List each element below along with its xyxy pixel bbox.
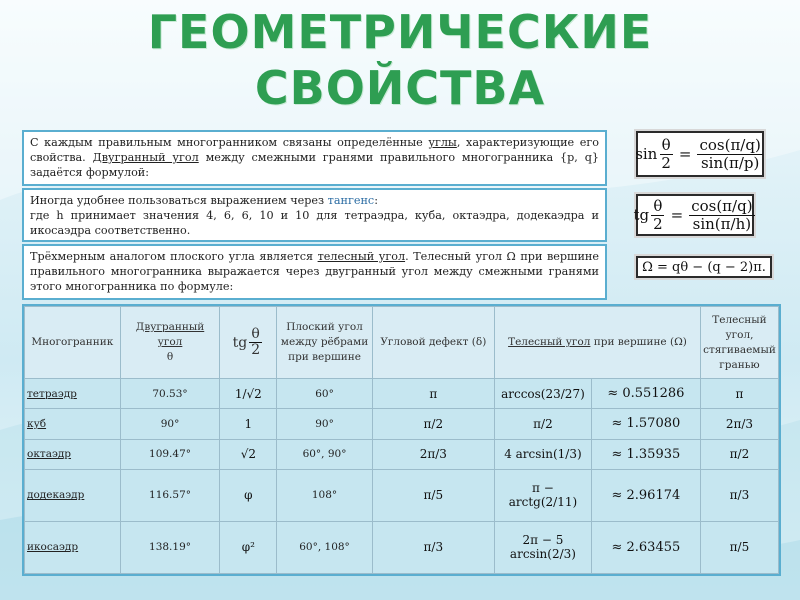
polyhedron-link-dodecahedron[interactable]: додекаэдр	[27, 489, 85, 502]
cell-face: 2π/3	[700, 409, 778, 439]
f2-rhs-fraction	[689, 198, 754, 232]
table-row	[25, 521, 779, 573]
dihedral-angle-link[interactable]: Двугранный угол	[92, 151, 199, 164]
solid-angle-text-box	[22, 244, 607, 300]
cell-dihedral: 109.47°	[120, 439, 219, 469]
cell-plane: 60°, 108°	[277, 521, 372, 573]
cell-face: π	[700, 379, 778, 409]
properties-table	[24, 306, 779, 574]
header-tg-half	[220, 307, 277, 379]
row-name	[25, 469, 121, 521]
cell-solid-value: ≈ 2.63455	[591, 521, 700, 573]
f2-den: sin(π/h)	[692, 214, 752, 233]
f2-equals: =	[670, 206, 684, 224]
cell-tg: φ²	[220, 521, 277, 573]
f1-equals: =	[678, 145, 692, 163]
cell-solid-expr: 4 arcsin(1/3)	[495, 439, 592, 469]
cell-defect: π/2	[372, 409, 494, 439]
f1-lhs-num: θ	[661, 136, 671, 154]
header-plane-angle: Плоский угол между рёбрами при вершине	[277, 307, 372, 379]
f2-lhs-den: 2	[653, 214, 663, 233]
solid-angle-formula	[636, 256, 772, 278]
cell-solid-expr: π/2	[495, 409, 592, 439]
header-dihedral	[120, 307, 219, 379]
cell-plane: 60°	[277, 379, 372, 409]
header-tg-den: 2	[251, 342, 261, 358]
box1-text-2: , характеризующие его свойства.	[30, 136, 599, 164]
title-line-2: СВОЙСТВА	[254, 61, 546, 115]
dihedral-sine-formula	[636, 131, 764, 177]
header-polyhedron: Многогранник	[25, 307, 121, 379]
cell-tg: φ	[220, 469, 277, 521]
polyhedron-link-cube[interactable]: куб	[27, 417, 47, 430]
header-tg-fraction	[249, 327, 262, 359]
f2-tg: tg	[633, 206, 650, 224]
f3-text: Ω = qθ − (q − 2)π.	[642, 259, 766, 275]
f1-lhs-den: 2	[661, 153, 671, 172]
f1-num: cos(π/q)	[699, 136, 761, 154]
cell-solid-expr: arccos(23/27)	[495, 379, 592, 409]
row-name	[25, 521, 121, 573]
f1-den: sin(π/p)	[700, 153, 760, 172]
table-row	[25, 439, 779, 469]
polyhedron-link-tetrahedron[interactable]: тетраэдр	[27, 387, 77, 400]
header-dihedral-symbol: θ	[166, 351, 174, 363]
header-solid-angle	[495, 307, 701, 379]
page-title	[0, 4, 800, 116]
cell-dihedral: 70.53°	[120, 379, 219, 409]
cell-solid-expr: 2π − 5 arcsin(2/3)	[495, 521, 592, 573]
box3-text-1: Трёхмерным аналогом плоского угла является	[30, 250, 318, 263]
cell-solid-expr: π − arctg(2/11)	[495, 469, 592, 521]
box3-text-2: . Телесный угол Ω при вершине правильного многогранника выражается через двугранный угол между смежными гранями этого многогранника по формуле:	[30, 250, 599, 293]
box2-text-1: Иногда удобнее пользоваться выражением через	[30, 194, 328, 207]
table-row	[25, 409, 779, 439]
box2-text-3: где h принимает значения 4, 6, 6, 10 и 10 для тетраэдра, куба, октаэдра, додекаэдра и икосаэдра соответственно.	[30, 209, 599, 237]
cell-tg: 1/√2	[220, 379, 277, 409]
row-name	[25, 439, 121, 469]
cell-solid-value: ≈ 1.57080	[591, 409, 700, 439]
cell-face: π/3	[700, 469, 778, 521]
cell-tg: √2	[220, 439, 277, 469]
table-row	[25, 379, 779, 409]
cell-plane: 60°, 90°	[277, 439, 372, 469]
f2-lhs-num: θ	[653, 197, 663, 215]
polyhedron-link-icosahedron[interactable]: икосаэдр	[27, 541, 79, 554]
header-face-solid-angle: Телесный угол, стягиваемый гранью	[700, 307, 778, 379]
cell-dihedral: 90°	[120, 409, 219, 439]
cell-dihedral: 138.19°	[120, 521, 219, 573]
solid-angle-link[interactable]: телесный угол	[317, 250, 406, 263]
header-solid-angle-rest: при вершине (Ω)	[590, 336, 687, 348]
dihedral-tangent-formula	[633, 194, 754, 236]
cell-solid-value: ≈ 0.551286	[591, 379, 700, 409]
box1-text-1: С каждым правильным многогранником связаны определённые	[30, 136, 429, 149]
header-dihedral-link[interactable]: Двугранный угол	[135, 321, 205, 348]
cell-plane: 90°	[277, 409, 372, 439]
table-row	[25, 469, 779, 521]
f1-lhs-fraction	[659, 137, 673, 171]
header-solid-angle-link[interactable]: Телесный угол	[508, 336, 591, 348]
f2-lhs-fraction	[651, 198, 665, 232]
tangent-link[interactable]: тангенс	[327, 194, 375, 207]
angles-link[interactable]: углы	[428, 136, 457, 149]
cell-face: π/5	[700, 521, 778, 573]
box1-text-3: между смежными гранями правильного многогранника {p, q} задаётся формулой:	[30, 151, 599, 179]
cell-solid-value: ≈ 2.96174	[591, 469, 700, 521]
f1-sin: sin	[635, 145, 658, 163]
cell-tg: 1	[220, 409, 277, 439]
header-tg-fn: tg	[232, 334, 248, 351]
header-angular-defect: Угловой дефект (δ)	[372, 307, 494, 379]
header-tg-num: θ	[251, 325, 260, 342]
f2-num: cos(π/q)	[691, 197, 753, 215]
title-line-1: ГЕОМЕТРИЧЕСКИЕ	[147, 5, 653, 59]
row-name	[25, 409, 121, 439]
cell-solid-value: ≈ 1.35935	[591, 439, 700, 469]
cell-face: π/2	[700, 439, 778, 469]
cell-plane: 108°	[277, 469, 372, 521]
cell-defect: π	[372, 379, 494, 409]
polyhedra-table	[22, 304, 781, 576]
cell-dihedral: 116.57°	[120, 469, 219, 521]
cell-defect: π/3	[372, 521, 494, 573]
box2-text-2: :	[374, 194, 378, 207]
cell-defect: π/5	[372, 469, 494, 521]
dihedral-text-box	[22, 130, 607, 186]
row-name	[25, 379, 121, 409]
polyhedron-link-octahedron[interactable]: октаэдр	[27, 448, 72, 461]
cell-defect: 2π/3	[372, 439, 494, 469]
tangent-text-box	[22, 188, 607, 242]
f1-rhs-fraction	[697, 137, 762, 171]
